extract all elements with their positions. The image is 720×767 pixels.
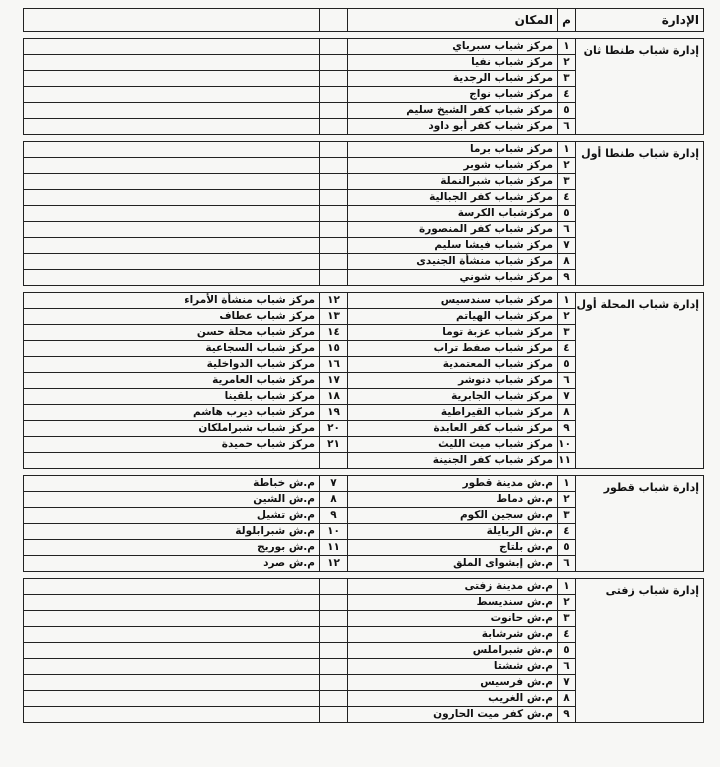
row-number: ٤: [558, 524, 576, 540]
row-number: ٣: [558, 174, 576, 190]
row-number: [320, 190, 348, 206]
center-name: [24, 158, 320, 174]
row-number: ١٢: [320, 293, 348, 309]
center-name: م.ش بلتاج: [348, 540, 558, 556]
row-number: ١: [558, 476, 576, 492]
center-name: مركز شباب الهياتم: [348, 309, 558, 325]
center-name: مركز شباب كفر أبو داود: [348, 119, 558, 135]
center-name: [24, 627, 320, 643]
row-number: [320, 103, 348, 119]
center-name: مركز شباب بلقينا: [24, 389, 320, 405]
row-number: ٥: [558, 643, 576, 659]
center-name: [24, 190, 320, 206]
row-number: [320, 55, 348, 71]
center-name: مركز شباب العامرية: [24, 373, 320, 389]
row-number: ١٩: [320, 405, 348, 421]
row-number: ٧: [558, 389, 576, 405]
row-number: [320, 254, 348, 270]
admin-cell: إدارة شباب زفتى: [576, 579, 704, 723]
row-number: ١٨: [320, 389, 348, 405]
center-name: مركز شباب ميت الليث: [348, 437, 558, 453]
row-number: ١١: [320, 540, 348, 556]
row-number: [320, 659, 348, 675]
section-gap: [24, 135, 704, 142]
center-name: [24, 119, 320, 135]
center-name: مركز شباب منشأة الجنيدى: [348, 254, 558, 270]
center-name: مركز شباب ديرب هاشم: [24, 405, 320, 421]
center-name: مركز شباب عزبة توما: [348, 325, 558, 341]
row-number: ١: [558, 142, 576, 158]
center-name: م.ش شبرابلولة: [24, 524, 320, 540]
section-gap: [24, 469, 704, 476]
row-number: [320, 675, 348, 691]
section-gap: [24, 32, 704, 39]
row-number: [320, 270, 348, 286]
center-name: م.ش الغريب: [348, 691, 558, 707]
center-name: [24, 206, 320, 222]
row-number: ١: [558, 39, 576, 55]
row-number: ٦: [558, 222, 576, 238]
center-name: مركز شباب سندسيس: [348, 293, 558, 309]
youth-centers-sheet: [24, 8, 704, 723]
row-number: [320, 71, 348, 87]
center-name: [24, 707, 320, 723]
header-blank-place: [24, 9, 320, 32]
row-number: ١٥: [320, 341, 348, 357]
row-number: ٤: [558, 87, 576, 103]
center-name: م.ش بوريج: [24, 540, 320, 556]
row-number: ٥: [558, 206, 576, 222]
row-number: [320, 158, 348, 174]
center-name: مركز شباب المعتمدية: [348, 357, 558, 373]
center-name: مركز شباب برما: [348, 142, 558, 158]
row-number: ٢: [558, 158, 576, 174]
center-name: مركز شباب سبرباي: [348, 39, 558, 55]
center-name: م.ش كفر ميت الحارون: [348, 707, 558, 723]
row-number: ١: [558, 579, 576, 595]
section-gap: [24, 572, 704, 579]
center-name: مركز شباب كفر الجنينة: [348, 453, 558, 469]
center-name: مركزشباب الكرسة: [348, 206, 558, 222]
admin-cell: إدارة شباب المحلة أول: [576, 293, 704, 469]
row-number: ١٠: [320, 524, 348, 540]
row-number: ٩: [558, 707, 576, 723]
row-number: ٣: [558, 508, 576, 524]
center-name: مركز شباب شوني: [348, 270, 558, 286]
center-name: م.ش ششتا: [348, 659, 558, 675]
admin-cell: إدارة شباب طنطا ثان: [576, 39, 704, 135]
row-number: [320, 142, 348, 158]
row-number: ٢: [558, 492, 576, 508]
table-row: [24, 293, 704, 309]
center-name: [24, 659, 320, 675]
center-name: [24, 174, 320, 190]
row-number: [320, 707, 348, 723]
row-number: ٣: [558, 611, 576, 627]
row-number: [320, 238, 348, 254]
header-admin: الإدارة: [576, 9, 704, 32]
row-number: ٨: [320, 492, 348, 508]
center-name: مركز شباب منشأة الأمراء: [24, 293, 320, 309]
row-number: ١٢: [320, 556, 348, 572]
center-name: م.ش صرد: [24, 556, 320, 572]
row-number: ٨: [558, 691, 576, 707]
center-name: [24, 270, 320, 286]
center-name: [24, 611, 320, 627]
row-number: ٨: [558, 405, 576, 421]
center-name: مركز شباب حميدة: [24, 437, 320, 453]
row-number: ٢١: [320, 437, 348, 453]
center-name: مركز شباب فيشا سليم: [348, 238, 558, 254]
center-name: [24, 39, 320, 55]
row-number: ١٧: [320, 373, 348, 389]
row-number: ٩: [320, 508, 348, 524]
row-number: [320, 453, 348, 469]
row-number: ٣: [558, 325, 576, 341]
row-number: ٥: [558, 103, 576, 119]
row-number: ٢: [558, 309, 576, 325]
row-number: ٤: [558, 627, 576, 643]
row-number: ١٣: [320, 309, 348, 325]
center-name: [24, 238, 320, 254]
centers-table: [23, 8, 704, 723]
center-name: مركز شباب شبراملكان: [24, 421, 320, 437]
center-name: مركز شباب نفيا: [348, 55, 558, 71]
center-name: م.ش سجين الكوم: [348, 508, 558, 524]
row-number: ٤: [558, 190, 576, 206]
row-number: [320, 119, 348, 135]
table-row: [24, 579, 704, 595]
row-number: [320, 611, 348, 627]
row-number: ٣: [558, 71, 576, 87]
center-name: م.ش الربايلة: [348, 524, 558, 540]
center-name: م.ش تشيل: [24, 508, 320, 524]
row-number: ٢: [558, 595, 576, 611]
center-name: م.ش سنديسط: [348, 595, 558, 611]
row-number: [320, 39, 348, 55]
row-number: ١: [558, 293, 576, 309]
center-name: [24, 87, 320, 103]
center-name: م.ش شرشابة: [348, 627, 558, 643]
center-name: [24, 643, 320, 659]
table-row: [24, 476, 704, 492]
header-row: [24, 9, 704, 32]
center-name: م.ش فرسيس: [348, 675, 558, 691]
center-name: مركز شباب القيراطية: [348, 405, 558, 421]
center-name: م.ش شبراملس: [348, 643, 558, 659]
row-number: [320, 174, 348, 190]
center-name: مركز شباب كفر العابدة: [348, 421, 558, 437]
center-name: [24, 675, 320, 691]
row-number: ٢: [558, 55, 576, 71]
row-number: [320, 222, 348, 238]
center-name: مركز شباب الدواخلية: [24, 357, 320, 373]
row-number: ١١: [558, 453, 576, 469]
center-name: مركز شباب كفر الشيخ سليم: [348, 103, 558, 119]
header-place: المكان: [348, 9, 558, 32]
center-name: م.ش حانوت: [348, 611, 558, 627]
admin-cell: إدارة شباب طنطا أول: [576, 142, 704, 286]
center-name: [24, 222, 320, 238]
center-name: [24, 103, 320, 119]
row-number: [320, 627, 348, 643]
row-number: ٢٠: [320, 421, 348, 437]
row-number: ١٠: [558, 437, 576, 453]
center-name: مركز شباب كفر الجبالية: [348, 190, 558, 206]
center-name: مركز شباب الرجدية: [348, 71, 558, 87]
center-name: [24, 55, 320, 71]
row-number: [320, 579, 348, 595]
row-number: ٧: [558, 675, 576, 691]
center-name: مركز شباب عطاف: [24, 309, 320, 325]
row-number: ٩: [558, 270, 576, 286]
center-name: م.ش دماط: [348, 492, 558, 508]
center-name: [24, 579, 320, 595]
center-name: مركز شباب شوبر: [348, 158, 558, 174]
center-name: م.ش الشين: [24, 492, 320, 508]
center-name: [24, 595, 320, 611]
center-name: مركز شباب نواج: [348, 87, 558, 103]
center-name: [24, 453, 320, 469]
center-name: مركز شباب السجاعية: [24, 341, 320, 357]
center-name: مركز شباب دنوشر: [348, 373, 558, 389]
center-name: [24, 254, 320, 270]
center-name: [24, 71, 320, 87]
row-number: ٨: [558, 254, 576, 270]
center-name: مركز شباب صفط تراب: [348, 341, 558, 357]
row-number: [320, 206, 348, 222]
center-name: م.ش إبشواى الملق: [348, 556, 558, 572]
table-body: [24, 32, 704, 723]
section-gap: [24, 286, 704, 293]
center-name: مركز شباب محلة حسن: [24, 325, 320, 341]
center-name: م.ش مدينة قطور: [348, 476, 558, 492]
row-number: ٧: [558, 238, 576, 254]
center-name: مركز شباب الجابرية: [348, 389, 558, 405]
row-number: [320, 87, 348, 103]
center-name: م.ش مدينة زفتى: [348, 579, 558, 595]
table-row: [24, 39, 704, 55]
header-num: م: [558, 9, 576, 32]
table-row: [24, 142, 704, 158]
center-name: م.ش خباطة: [24, 476, 320, 492]
row-number: ٧: [320, 476, 348, 492]
row-number: ٦: [558, 119, 576, 135]
admin-cell: إدارة شباب قطور: [576, 476, 704, 572]
row-number: ٦: [558, 659, 576, 675]
center-name: مركز شباب كفر المنصورة: [348, 222, 558, 238]
row-number: [320, 643, 348, 659]
row-number: ٤: [558, 341, 576, 357]
center-name: مركز شباب شبرالنملة: [348, 174, 558, 190]
header-blank-num: [320, 9, 348, 32]
row-number: ٥: [558, 540, 576, 556]
row-number: ١٤: [320, 325, 348, 341]
row-number: ٥: [558, 357, 576, 373]
row-number: ٩: [558, 421, 576, 437]
row-number: ١٦: [320, 357, 348, 373]
row-number: ٦: [558, 556, 576, 572]
row-number: [320, 691, 348, 707]
row-number: [320, 595, 348, 611]
row-number: ٦: [558, 373, 576, 389]
center-name: [24, 691, 320, 707]
center-name: [24, 142, 320, 158]
